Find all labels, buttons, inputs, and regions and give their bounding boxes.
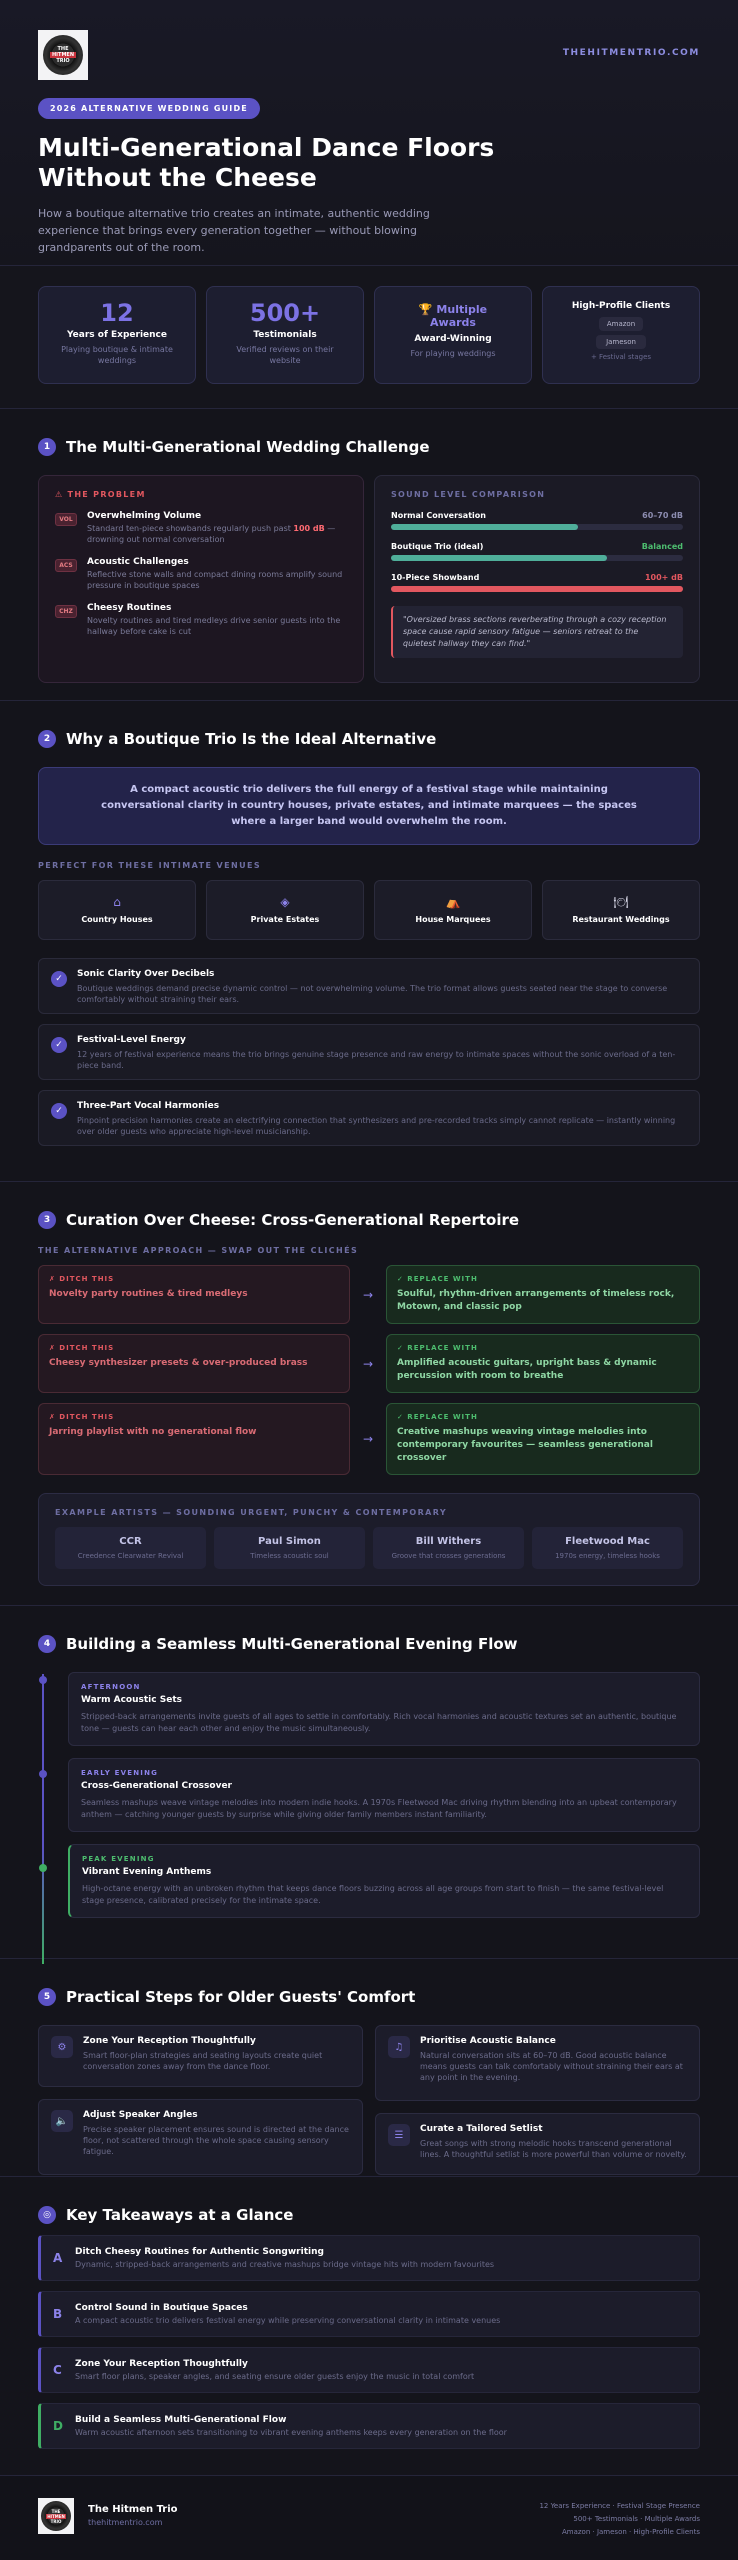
footer-credential-line: Amazon · Jameson · High-Profile Clients bbox=[561, 2528, 700, 2536]
sound-bar-value: Balanced bbox=[641, 542, 683, 551]
sound-bar-track bbox=[391, 555, 683, 561]
replace-label: ✓ REPLACE WITH bbox=[397, 1275, 478, 1283]
problem-title: Acoustic Challenges bbox=[87, 557, 189, 567]
swap-row bbox=[38, 1403, 700, 1475]
stat-card-experience bbox=[38, 286, 196, 384]
sound-bar-header bbox=[391, 573, 683, 582]
problem-desc bbox=[87, 523, 347, 545]
venue-label: Private Estates bbox=[250, 915, 320, 924]
footer-credential-line: 12 Years Experience · Festival Stage Presence bbox=[539, 2502, 700, 2510]
venues-label: PERFECT FOR THESE INTIMATE VENUES bbox=[38, 861, 261, 870]
timeline-card bbox=[68, 1672, 700, 1746]
sound-bar-label: Boutique Trio (ideal) bbox=[391, 542, 484, 551]
gear-icon: ⚙ bbox=[51, 2036, 73, 2058]
section-title: Why a Boutique Trio Is the Ideal Alternative bbox=[66, 730, 437, 748]
step-desc: Natural conversation sits at 60–70 dB. Good acoustic balance means guests can talk comfortably without straining their ears at any point in the evening. bbox=[420, 2051, 683, 2082]
artist-desc: Groove that crosses generations bbox=[391, 1552, 506, 1560]
problem-desc: Novelty routines and tired medleys drive senior guests into the hallway before cake is cut bbox=[87, 616, 341, 636]
section-heading bbox=[38, 1987, 700, 2007]
sound-bar-header bbox=[391, 511, 683, 520]
step-card bbox=[38, 2025, 363, 2087]
step-card bbox=[38, 2099, 363, 2175]
stat-value: 12 bbox=[100, 299, 134, 327]
takeaway-item bbox=[38, 2235, 700, 2281]
problem-desc-text: — drowning out normal conversation bbox=[87, 524, 336, 544]
timeline-dot bbox=[39, 1864, 47, 1872]
artist-card bbox=[373, 1527, 524, 1569]
music-note-icon: ♫ bbox=[388, 2036, 410, 2058]
stat-title: Award-Winning bbox=[414, 334, 492, 344]
sound-bar-value: 60–70 dB bbox=[642, 511, 683, 520]
problem-title: Overwhelming Volume bbox=[87, 511, 202, 521]
decibel-highlight: 100 dB bbox=[293, 524, 325, 533]
logo-text-hitmen: HITMEN bbox=[51, 52, 75, 58]
takeaway-letter: C bbox=[53, 2363, 62, 2377]
artist-name: Fleetwood Mac bbox=[565, 1536, 650, 1547]
venue-card bbox=[542, 880, 700, 940]
timeline-dot bbox=[39, 1676, 47, 1684]
page-lead: How a boutique alternative trio creates an intimate, authentic wedding experience that brings every generation together — without blowing grandparents out of the room. bbox=[38, 207, 430, 254]
replace-card bbox=[386, 1265, 700, 1324]
swap-row bbox=[38, 1265, 700, 1324]
steps-grid bbox=[38, 2025, 700, 2175]
problem-item bbox=[55, 557, 347, 591]
section-number: 3 bbox=[38, 1211, 56, 1229]
sound-bar-fill bbox=[391, 555, 607, 561]
artist-card bbox=[532, 1527, 683, 1569]
ditch-text: Cheesy synthesizer presets & over-produced brass bbox=[49, 1358, 308, 1368]
section-heading bbox=[38, 729, 700, 749]
takeaway-letter: B bbox=[53, 2307, 63, 2321]
section-heading bbox=[38, 1634, 700, 1654]
stats-row bbox=[0, 266, 738, 408]
artist-name: Bill Withers bbox=[415, 1536, 482, 1547]
ditch-card bbox=[38, 1403, 350, 1475]
takeaway-item bbox=[38, 2347, 700, 2393]
footer-logo[interactable] bbox=[38, 2498, 74, 2534]
replace-card bbox=[386, 1334, 700, 1393]
logo-text-the: THE bbox=[51, 2508, 61, 2514]
footer-name: The Hitmen Trio bbox=[88, 2504, 178, 2515]
timeline-card bbox=[68, 1844, 700, 1918]
check-icon: ✓ bbox=[51, 1037, 67, 1053]
venues-row bbox=[38, 880, 700, 940]
footer-credentials bbox=[539, 2500, 700, 2539]
replace-text: Amplified acoustic guitars, upright bass & dynamic percussion with room to breathe bbox=[397, 1358, 657, 1381]
section-number: 1 bbox=[38, 438, 56, 456]
stat-value: Multiple Awards bbox=[430, 303, 488, 329]
sound-bar-track bbox=[391, 586, 683, 592]
benefit-desc: Boutique weddings demand precise dynamic control — not overwhelming volume. The trio format allows guests seated near the stage to converse comfortably without straining their ears. bbox=[77, 984, 668, 1004]
problem-item bbox=[55, 603, 347, 637]
timeline-line bbox=[42, 1674, 44, 1964]
problem-tag: VOL bbox=[55, 513, 77, 526]
stat-subtitle: Verified reviews on their website bbox=[236, 345, 334, 365]
venue-card bbox=[38, 880, 196, 940]
sound-bar-value: 100+ dB bbox=[644, 573, 683, 582]
sound-bar-track bbox=[391, 524, 683, 530]
venue-card bbox=[374, 880, 532, 940]
logo-text-trio: TRIO bbox=[50, 2518, 62, 2524]
step-title: Prioritise Acoustic Balance bbox=[420, 2036, 556, 2046]
stat-card-clients bbox=[542, 286, 700, 384]
sound-bar-header bbox=[391, 542, 683, 551]
sound-bar-fill bbox=[391, 586, 683, 592]
ditch-text: Jarring playlist with no generational flow bbox=[49, 1427, 257, 1437]
problem-panel bbox=[38, 475, 364, 683]
artist-card bbox=[55, 1527, 206, 1569]
vinyl-record-icon bbox=[43, 35, 83, 75]
section-title: Practical Steps for Older Guests' Comfort bbox=[66, 1988, 416, 2006]
section-title: Building a Seamless Multi-Generational Evening Flow bbox=[66, 1635, 518, 1653]
page-title-line-1: Multi-Generational Dance Floors bbox=[38, 133, 495, 162]
problem-item bbox=[55, 511, 347, 545]
trio-callout: A compact acoustic trio delivers the full energy of a festival stage while maintaining conversational clarity in country houses, private estates, and intimate marquees — the spaces where a larger band would overwhelm the room. bbox=[38, 767, 700, 845]
sound-bar-row bbox=[391, 573, 683, 592]
section-number: 2 bbox=[38, 730, 56, 748]
brand-logo[interactable] bbox=[38, 30, 88, 80]
step-desc: Smart floor-plan strategies and seating layouts create quiet conversation zones away from the dance floor. bbox=[83, 2051, 323, 2071]
stat-awards-heading bbox=[375, 303, 531, 329]
ditch-card bbox=[38, 1265, 350, 1324]
stat-subtitle: Playing boutique & intimate weddings bbox=[61, 345, 173, 365]
guide-badge: 2026 ALTERNATIVE WEDDING GUIDE bbox=[38, 98, 260, 119]
stat-subtitle: For playing weddings bbox=[410, 349, 496, 358]
page-footer bbox=[0, 2475, 738, 2560]
sound-level-panel bbox=[374, 475, 700, 683]
phase-label: AFTERNOON bbox=[81, 1683, 141, 1691]
replace-text: Soulful, rhythm-driven arrangements of timeless rock, Motown, and classic pop bbox=[397, 1289, 675, 1312]
sound-level-heading: SOUND LEVEL COMPARISON bbox=[391, 490, 546, 499]
stat-card-testimonials bbox=[206, 286, 364, 384]
replace-card bbox=[386, 1403, 700, 1475]
sound-bar-fill bbox=[391, 524, 578, 530]
takeaway-letter: A bbox=[53, 2251, 63, 2265]
sound-quote: "Oversized brass sections reverberating through a cozy reception space cause rapid sensory fatigue — seniors retreat to the quietest hallway they can find." bbox=[391, 606, 683, 658]
artist-name: CCR bbox=[119, 1536, 142, 1547]
ditch-card bbox=[38, 1334, 350, 1393]
venue-label: House Marquees bbox=[415, 915, 491, 924]
section-title: Curation Over Cheese: Cross-Generational Repertoire bbox=[66, 1211, 520, 1229]
stat-title: Testimonials bbox=[253, 330, 317, 340]
step-title: Curate a Tailored Setlist bbox=[420, 2124, 543, 2134]
step-card bbox=[375, 2025, 700, 2101]
benefit-desc: 12 years of festival experience means the trio brings genuine stage presence and raw energy to intimate spaces without the sonic overload of a ten-piece band. bbox=[77, 1050, 676, 1070]
phase-desc: Stripped-back arrangements invite guests of all ages to settle in comfortably. Rich vocal harmonies and acoustic textures set an authentic, boutique tone — guests can hear each other and enjoy the music simultaneously. bbox=[81, 1712, 677, 1733]
stat-title: High-Profile Clients bbox=[571, 301, 671, 311]
benefit-title: Festival-Level Energy bbox=[77, 1035, 186, 1045]
phase-title: Cross-Generational Crossover bbox=[81, 1781, 232, 1791]
artist-name: Paul Simon bbox=[258, 1536, 321, 1547]
phase-desc: High-octane energy with an unbroken rhythm that keeps dance floors buzzing across all age groups from start to finish — the same festival-level stage presence, calibrated precisely for the intimate space. bbox=[82, 1884, 664, 1905]
steps-column bbox=[38, 2025, 363, 2175]
artists-row bbox=[55, 1527, 683, 1569]
replace-label: ✓ REPLACE WITH bbox=[397, 1413, 478, 1421]
page-header bbox=[0, 0, 738, 265]
artist-desc: Timeless acoustic soul bbox=[250, 1552, 329, 1560]
example-artists-panel bbox=[38, 1493, 700, 1586]
tent-icon: ⛺ bbox=[445, 895, 461, 909]
section-repertoire bbox=[0, 1182, 738, 1605]
section-heading bbox=[38, 437, 700, 457]
section-takeaways bbox=[0, 2177, 738, 2437]
client-chip: Amazon bbox=[599, 317, 643, 331]
steps-column bbox=[375, 2025, 700, 2175]
venue-label: Country Houses bbox=[81, 915, 153, 924]
artist-card bbox=[214, 1527, 365, 1569]
takeaway-title: Ditch Cheesy Routines for Authentic Songwriting bbox=[75, 2247, 324, 2257]
diamond-icon: ◈ bbox=[280, 895, 290, 909]
step-title: Adjust Speaker Angles bbox=[83, 2110, 198, 2120]
section-practical-steps bbox=[0, 1959, 738, 2176]
takeaway-desc: Smart floor plans, speaker angles, and seating ensure older guests enjoy the music in total comfort bbox=[75, 2372, 475, 2381]
takeaways-list bbox=[38, 2235, 700, 2449]
vinyl-record-icon bbox=[41, 2501, 71, 2531]
ditch-text: Novelty party routines & tired medleys bbox=[49, 1289, 248, 1299]
section-number: 4 bbox=[38, 1635, 56, 1653]
sound-bar-label: 10-Piece Showband bbox=[391, 573, 480, 582]
check-icon: ✓ bbox=[51, 971, 67, 987]
section-boutique-trio bbox=[0, 701, 738, 1181]
logo-text-hitmen: HITMEN bbox=[47, 2513, 65, 2519]
stat-value: 500+ bbox=[249, 299, 321, 327]
problem-desc-text: Standard ten-piece showbands regularly push past bbox=[87, 524, 294, 533]
section-evening-flow bbox=[0, 1606, 738, 1958]
phase-title: Warm Acoustic Sets bbox=[81, 1695, 182, 1705]
artist-desc: Creedence Clearwater Revival bbox=[77, 1552, 184, 1560]
evening-timeline bbox=[38, 1672, 700, 1918]
benefit-title: Sonic Clarity Over Decibels bbox=[77, 969, 215, 979]
timeline-dot bbox=[39, 1770, 47, 1778]
footer-brand bbox=[88, 2504, 178, 2527]
benefit-card bbox=[38, 1024, 700, 1080]
speaker-icon: 🔈 bbox=[51, 2110, 73, 2132]
step-desc: Great songs with strong melodic hooks transcend generational lines. A thoughtful setlist is more powerful than volume or novelty. bbox=[420, 2139, 687, 2159]
phase-label: EARLY EVENING bbox=[81, 1769, 159, 1777]
takeaway-letter: D bbox=[53, 2419, 63, 2433]
arrow-right-icon: → bbox=[362, 1356, 374, 1371]
sound-bar-row bbox=[391, 511, 683, 530]
house-icon: ⌂ bbox=[113, 895, 121, 909]
client-chip: Jameson bbox=[596, 335, 646, 349]
problem-desc: Reflective stone walls and compact dining rooms amplify sound pressure in boutique spaces bbox=[87, 570, 343, 590]
dining-icon: 🍽 bbox=[613, 895, 629, 909]
timeline-card bbox=[68, 1758, 700, 1832]
section-heading bbox=[38, 2205, 700, 2225]
step-desc: Precise speaker placement ensures sound is directed at the dance floor, not scattered through the whole space causing sensory fatigue. bbox=[83, 2125, 349, 2156]
artist-desc: 1970s energy, timeless hooks bbox=[555, 1552, 660, 1560]
swap-row bbox=[38, 1334, 700, 1393]
step-title: Zone Your Reception Thoughtfully bbox=[83, 2036, 256, 2046]
sound-bar-row bbox=[391, 542, 683, 561]
stat-title: Years of Experience bbox=[66, 330, 167, 340]
takeaway-title: Build a Seamless Multi-Generational Flow bbox=[75, 2415, 287, 2425]
benefit-card bbox=[38, 1090, 700, 1146]
ditch-label: ✗ DITCH THIS bbox=[49, 1344, 115, 1352]
ditch-label: ✗ DITCH THIS bbox=[49, 1413, 115, 1421]
step-card bbox=[375, 2113, 700, 2175]
section-title: Key Takeaways at a Glance bbox=[66, 2206, 294, 2224]
venue-card bbox=[206, 880, 364, 940]
problem-title: Cheesy Routines bbox=[87, 603, 172, 613]
section-title: The Multi-Generational Wedding Challenge bbox=[66, 438, 430, 456]
benefit-desc: Pinpoint precision harmonies create an electrifying connection that synthesizers and pre-recorded tracks simply cannot replicate — instantly winning over older guests who appreciate high-level musicianship. bbox=[77, 1116, 676, 1136]
logo-text-the: THE bbox=[57, 46, 69, 52]
list-icon: ☰ bbox=[388, 2124, 410, 2146]
replace-label: ✓ REPLACE WITH bbox=[397, 1344, 478, 1352]
artists-label: EXAMPLE ARTISTS — SOUNDING URGENT, PUNCHY & CONTEMPORARY bbox=[55, 1508, 448, 1517]
problem-tag: CHZ bbox=[55, 605, 77, 618]
footer-url[interactable]: thehitmentrio.com bbox=[88, 2518, 163, 2527]
phase-label: PEAK EVENING bbox=[82, 1855, 155, 1863]
target-icon: ◎ bbox=[38, 2206, 56, 2224]
venue-label: Restaurant Weddings bbox=[572, 915, 670, 924]
takeaway-desc: Dynamic, stripped-back arrangements and creative mashups bridge vintage hits with modern favourites bbox=[75, 2260, 495, 2269]
approach-label: THE ALTERNATIVE APPROACH — SWAP OUT THE CLICHÉS bbox=[38, 1246, 359, 1255]
client-more: + Festival stages bbox=[590, 353, 652, 361]
trophy-icon: 🏆 bbox=[418, 303, 433, 316]
page-title-line-2: Without the Cheese bbox=[38, 163, 317, 192]
check-icon: ✓ bbox=[51, 1103, 67, 1119]
takeaway-item bbox=[38, 2291, 700, 2337]
challenge-columns bbox=[38, 475, 700, 683]
logo-text-trio: TRIO bbox=[56, 58, 70, 64]
phase-desc: Seamless mashups weave vintage melodies into modern indie hooks. A 1970s Fleetwood Mac driving rhythm blending into an upbeat contemporary anthem — catching younger guests by surprise while giving older family members instant familiarity. bbox=[81, 1798, 677, 1819]
footer-credential-line: 500+ Testimonials · Multiple Awards bbox=[573, 2515, 700, 2523]
stat-card-awards bbox=[374, 286, 532, 384]
takeaway-title: Zone Your Reception Thoughtfully bbox=[75, 2359, 248, 2369]
sound-level-bars bbox=[391, 511, 683, 592]
section-number: 5 bbox=[38, 1988, 56, 2006]
phase-title: Vibrant Evening Anthems bbox=[82, 1867, 212, 1877]
section-heading bbox=[38, 1210, 700, 1230]
section-challenge bbox=[0, 409, 738, 700]
takeaway-desc: Warm acoustic afternoon sets transitioning to vibrant evening anthems keeps every generation on the floor bbox=[75, 2428, 507, 2437]
sound-bar-label: Normal Conversation bbox=[391, 511, 486, 520]
takeaway-desc: A compact acoustic trio delivers festival energy while preserving conversational clarity in intimate venues bbox=[75, 2316, 501, 2325]
arrow-right-icon: → bbox=[362, 1432, 374, 1446]
arrow-right-icon: → bbox=[362, 1287, 374, 1302]
takeaway-title: Control Sound in Boutique Spaces bbox=[75, 2303, 248, 2313]
replace-text: Creative mashups weaving vintage melodies into contemporary favourites — seamless generational crossover bbox=[397, 1427, 653, 1463]
benefit-title: Three-Part Vocal Harmonies bbox=[77, 1101, 220, 1111]
problem-heading: ⚠ THE PROBLEM bbox=[55, 490, 146, 499]
ditch-label: ✗ DITCH THIS bbox=[49, 1275, 115, 1283]
benefit-card bbox=[38, 958, 700, 1014]
problem-tag: ACS bbox=[55, 559, 77, 572]
takeaway-item bbox=[38, 2403, 700, 2449]
page-title bbox=[38, 133, 700, 193]
site-link[interactable]: THEHITMENTRIO.COM bbox=[562, 48, 700, 58]
